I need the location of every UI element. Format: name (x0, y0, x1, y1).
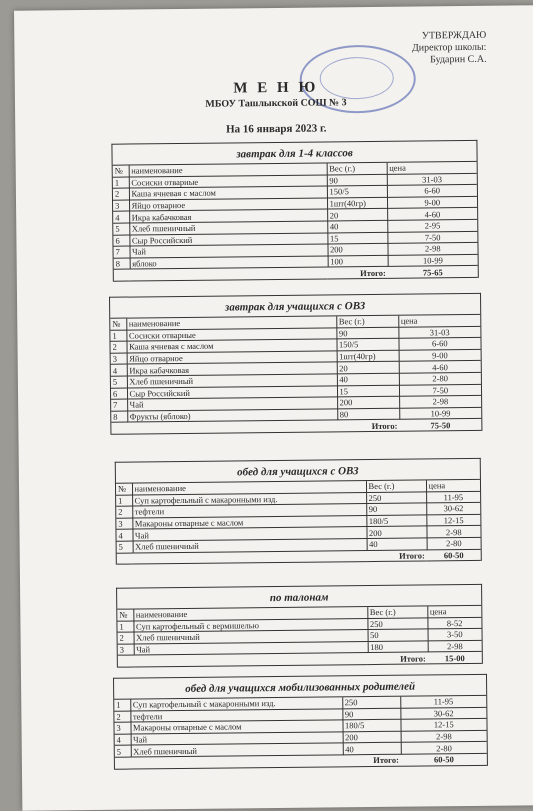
row-number: 4 (116, 529, 132, 541)
dish-weight: 20 (327, 209, 387, 221)
dish-name: тефтели (130, 708, 342, 722)
row-number: 3 (111, 353, 127, 365)
dish-weight: 150/5 (327, 186, 387, 198)
dish-name: Чай (129, 244, 327, 258)
dish-name: Икра кабачковая (129, 209, 327, 223)
row-number: 1 (114, 700, 130, 711)
column-header: наименование (133, 607, 367, 621)
dish-price: 8-52 (427, 617, 481, 629)
page-title: М Е Н Ю (233, 79, 319, 97)
column-header: цена (387, 162, 477, 174)
dish-price: 12-15 (400, 719, 486, 731)
dish-price: 2-98 (428, 640, 482, 652)
dish-price: 11-95 (400, 696, 486, 708)
dish-name: Чай (134, 641, 368, 655)
dish-weight: 250 (367, 618, 427, 630)
dish-weight: 15 (337, 385, 399, 397)
row-number: 5 (113, 223, 129, 235)
row-number: 6 (111, 388, 127, 400)
dish-name: Макароны отварные с маслом (132, 515, 366, 529)
column-header: наименование (129, 163, 327, 176)
row-number: 5 (117, 541, 133, 553)
dish-name: тефтели (132, 504, 366, 518)
dish-price: 9-00 (399, 349, 481, 361)
section-title: обед для учащихся с ОВЗ (116, 459, 480, 484)
row-number: 2 (110, 341, 126, 353)
column-header: наименование (126, 316, 336, 329)
row-number: 1 (113, 177, 129, 189)
column-header: Вес (г.) (367, 606, 427, 618)
dish-price: 2-98 (426, 526, 480, 538)
menu-section (113, 674, 488, 769)
dish-weight: 40 (327, 220, 387, 232)
dish-weight: 200 (337, 396, 399, 408)
dish-name: Чай (132, 527, 366, 541)
dish-weight: 80 (337, 408, 399, 420)
dish-price: 2-80 (427, 537, 481, 549)
total-value: 60-50 (427, 549, 481, 561)
dish-weight: 40 (367, 538, 427, 550)
dish-price: 31-03 (398, 326, 480, 338)
menu-section (111, 140, 478, 282)
column-header: № (117, 610, 133, 621)
row-number: 3 (116, 518, 132, 530)
dish-weight: 1шт(40гр) (337, 350, 399, 362)
dish-name: Хлеб пшеничный (129, 221, 327, 235)
dish-price: 2-80 (399, 372, 481, 384)
dish-weight: 180/5 (366, 515, 426, 527)
row-number: 8 (111, 411, 127, 423)
section-title: обед для учащихся мобилизованных родителей (114, 675, 486, 700)
dish-name: Яйцо отварное (129, 198, 327, 212)
dish-weight: 40 (343, 743, 401, 755)
dish-weight: 15 (327, 232, 387, 244)
dish-weight: 200 (327, 243, 387, 255)
dish-name: Икра кабачковая (127, 362, 337, 376)
dish-weight: 180 (368, 641, 428, 653)
row-number: 6 (113, 235, 129, 247)
row-number: 1 (117, 621, 133, 633)
dish-weight: 250 (342, 697, 400, 709)
row-number: 8 (114, 258, 130, 270)
dish-price: 2-80 (401, 742, 487, 754)
dish-weight: 180/5 (342, 719, 400, 731)
row-number: 3 (118, 644, 134, 656)
column-header: цена (398, 315, 480, 327)
dish-weight: 90 (327, 174, 387, 186)
dish-name: Суп картофельный с вермишелью (133, 618, 367, 632)
approval-block (412, 30, 487, 67)
dish-price: 3-50 (428, 629, 482, 641)
dish-price: 31-03 (387, 173, 477, 186)
menu-table (110, 315, 481, 435)
row-number: 2 (114, 711, 130, 723)
dish-price: 10-99 (388, 254, 478, 267)
school-name: МБОУ Ташлыкской СОШ № 3 (205, 97, 347, 110)
column-header: № (113, 166, 129, 177)
dish-weight: 20 (337, 362, 399, 374)
dish-weight: 200 (343, 731, 401, 743)
row-number: 7 (111, 399, 127, 411)
dish-price: 9-00 (387, 196, 477, 209)
menu-sheet (14, 5, 533, 810)
row-number: 5 (111, 376, 127, 388)
column-header: Вес (г.) (327, 163, 387, 175)
dish-name: Суп картофельный с макаронными изд. (132, 492, 366, 506)
approval-title: УТВЕРЖДАЮ (421, 29, 487, 42)
dish-price: 2-98 (399, 396, 481, 408)
total-label: Итого: (114, 267, 388, 281)
menu-section (115, 458, 482, 565)
total-value: 15-00 (428, 652, 482, 664)
row-number: 1 (116, 495, 132, 507)
total-value: 75-50 (399, 419, 481, 431)
dish-name: Каша ячневая с маслом (129, 186, 327, 200)
total-value: 75-65 (388, 266, 478, 279)
dish-price: 2-95 (387, 219, 477, 232)
dish-price: 4-60 (399, 361, 481, 373)
dish-price: 6-60 (387, 185, 477, 198)
dish-weight: 1шт(40гр) (327, 197, 387, 209)
dish-name: Сосиски отварные (126, 327, 336, 341)
row-number: 2 (113, 188, 129, 200)
column-header: Вес (г.) (366, 480, 426, 492)
total-row (114, 266, 478, 281)
dish-name: Хлеб пшеничный (133, 539, 367, 553)
dish-name: Фрукты (яблоко) (127, 409, 337, 423)
total-label: Итого: (118, 652, 428, 667)
dish-price: 12-15 (426, 514, 480, 526)
menu-table (113, 162, 478, 282)
total-label: Итого: (117, 550, 427, 565)
dish-name: Каша ячневая с маслом (126, 339, 336, 353)
dish-name: Чай (131, 732, 343, 746)
dish-weight: 100 (328, 255, 388, 267)
dish-name: Сосиски отварные (129, 175, 327, 189)
menu-table (116, 480, 481, 565)
row-number: 5 (115, 745, 131, 757)
column-header: № (110, 319, 126, 330)
menu-section (116, 584, 483, 668)
menu-table (117, 606, 482, 668)
dish-price: 2-98 (401, 730, 487, 742)
column-header: наименование (132, 481, 366, 495)
total-value: 60-50 (401, 753, 487, 765)
dish-weight: 250 (366, 492, 426, 504)
dish-name: Сыр Российский (127, 385, 337, 399)
column-header: цена (427, 606, 481, 618)
dish-name: Суп картофельный с макаронными изд. (130, 697, 342, 710)
dish-price: 7-50 (387, 231, 477, 244)
dish-weight: 50 (368, 629, 428, 641)
approval-position: Директор школы: (411, 41, 487, 54)
row-number: 4 (115, 734, 131, 746)
column-header: Вес (г.) (336, 316, 398, 328)
row-number: 3 (114, 722, 130, 734)
dish-price: 6-60 (398, 338, 480, 350)
dish-price: 30-62 (426, 503, 480, 515)
dish-name: Макароны отварные с маслом (130, 720, 342, 734)
total-label: Итого: (111, 420, 399, 435)
dish-price: 30-62 (400, 707, 486, 719)
section-title: завтрак для 1-4 классов (112, 141, 476, 166)
dish-name: Хлеб пшеничный (127, 374, 337, 388)
dish-price: 11-95 (426, 491, 480, 503)
row-number: 7 (113, 246, 129, 258)
row-number: 4 (111, 364, 127, 376)
dish-name: яблоко (130, 256, 328, 270)
column-header: № (116, 484, 132, 495)
column-header: цена (426, 480, 480, 492)
dish-weight: 90 (336, 327, 398, 339)
menu-table (114, 696, 487, 769)
row-number: 2 (116, 506, 132, 518)
dish-price: 2-98 (387, 243, 477, 256)
row-number: 1 (110, 330, 126, 342)
dish-name: Чай (127, 397, 337, 411)
dish-weight: 150/5 (336, 338, 398, 350)
section-title: по талонам (117, 585, 481, 610)
dish-name: Сыр Российский (129, 233, 327, 247)
dish-weight: 90 (366, 503, 426, 515)
section-title: завтрак для учащихся с ОВЗ (110, 294, 480, 319)
approval-name: Бударин С.А. (430, 53, 487, 66)
total-row (118, 652, 482, 667)
row-number: 4 (113, 211, 129, 223)
total-label: Итого: (115, 754, 401, 769)
dish-price: 10-99 (399, 407, 481, 419)
row-number: 2 (118, 632, 134, 644)
dish-name: Яйцо отварное (127, 351, 337, 365)
dish-name: Хлеб пшеничный (131, 743, 343, 757)
dish-name: Хлеб пшеничный (134, 630, 368, 644)
dish-weight: 90 (342, 708, 400, 720)
menu-section (109, 293, 482, 435)
dish-price: 7-50 (399, 384, 481, 396)
row-number: 3 (113, 200, 129, 212)
dish-weight: 200 (366, 526, 426, 538)
dish-price: 4-60 (387, 208, 477, 221)
dish-weight: 40 (337, 373, 399, 385)
menu-date: На 16 января 2023 г. (226, 122, 327, 136)
